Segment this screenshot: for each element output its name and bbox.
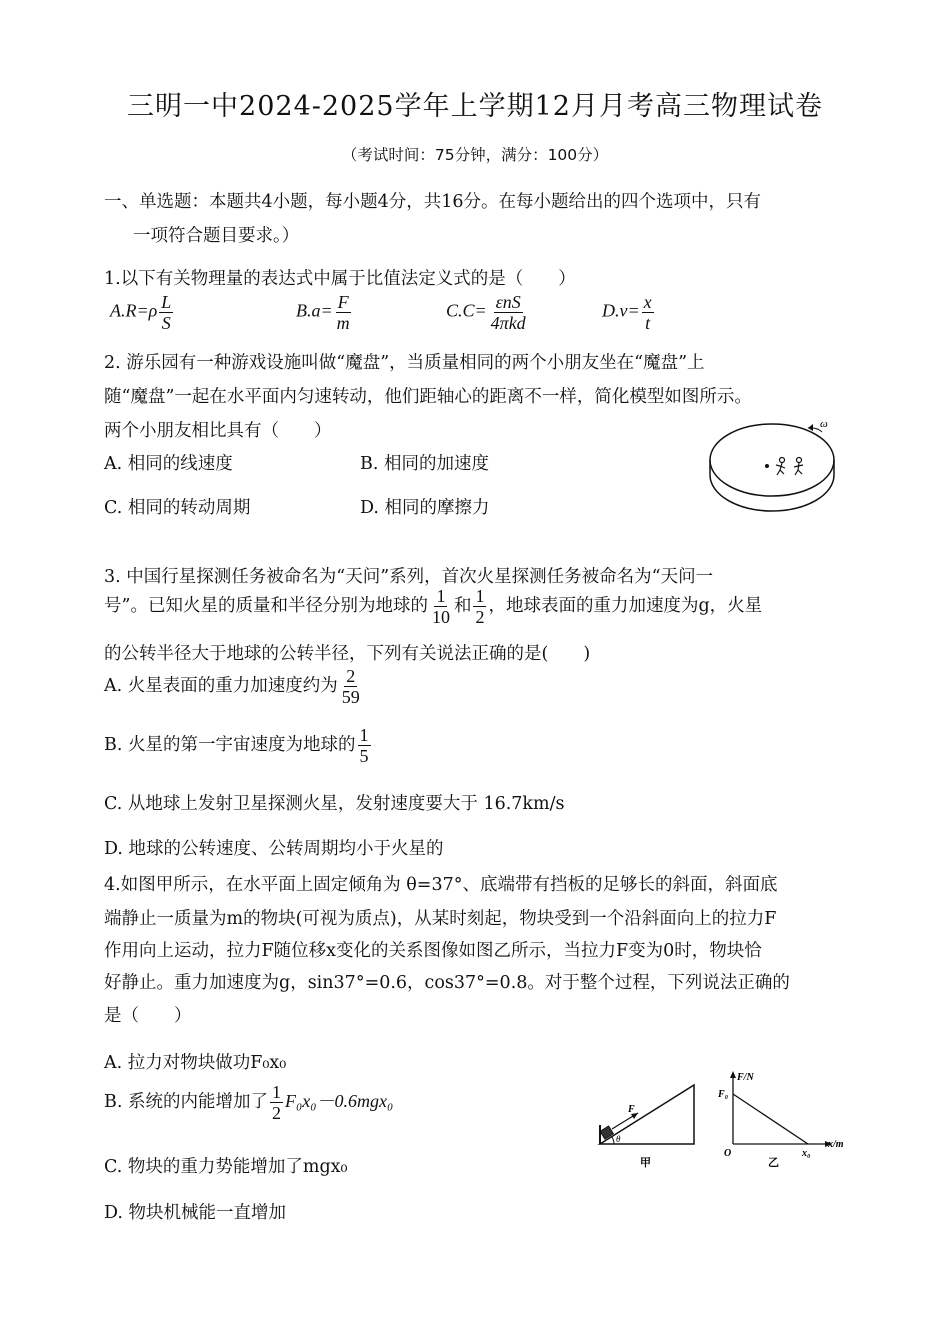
q3-b-num: 1 bbox=[359, 725, 369, 745]
q1-b-num: F bbox=[337, 292, 349, 312]
q3-line1: 3. 中国行星探测任务被命名为“天问”系列，首次火星探测任务被命名为“天问一 bbox=[104, 567, 714, 587]
incline-triangle bbox=[600, 1085, 694, 1144]
q3-a-den: 59 bbox=[341, 687, 360, 707]
q3-frac1-den: 10 bbox=[431, 607, 450, 627]
q3-a-text: A. 火星表面的重力加速度约为 bbox=[104, 676, 338, 696]
q1-a-prefix: A.R=ρ bbox=[110, 300, 158, 321]
page-title: 三明一中2024-2025学年上学期12月月考高三物理试卷 bbox=[127, 91, 823, 122]
q1-option-d bbox=[602, 292, 656, 333]
q1-b-prefix: B.a= bbox=[296, 300, 333, 321]
magic-disc-figure bbox=[700, 410, 850, 520]
q3-line2-c: ，地球表面的重力加速度为g，火星 bbox=[488, 596, 763, 616]
q1-d-num: x bbox=[643, 292, 652, 312]
q4-option-d: D. 物块机械能一直增加 bbox=[104, 1203, 287, 1223]
q4-b-text: B. 系统的内能增加了 bbox=[104, 1092, 268, 1112]
q1-d-prefix: D.v= bbox=[602, 300, 640, 321]
child-figure-1-icon bbox=[776, 458, 785, 476]
q3-option-b bbox=[104, 725, 373, 766]
theta-label: θ bbox=[616, 1134, 621, 1144]
section-intro-line1: 一、单选题：本题共4小题，每小题4分，共16分。在每小题给出的四个选项中，只有 bbox=[104, 192, 762, 212]
q1-c-num: εnS bbox=[495, 292, 521, 312]
q4-line1: 4.如图甲所示，在水平面上固定倾角为 θ=37°、底端带有挡板的足够长的斜面，斜面底 bbox=[104, 875, 778, 895]
f-x-line bbox=[733, 1094, 808, 1144]
q1-c-den: 4πkd bbox=[490, 313, 526, 333]
q2-line2: 随“魔盘”一起在水平面内匀速转动，他们距轴心的距离不一样，简化模型如图所示。 bbox=[104, 387, 752, 407]
section-intro-line2: 一项符合题目要求。） bbox=[133, 226, 300, 246]
omega-label: ω bbox=[820, 418, 828, 430]
q2-option-b: B. 相同的加速度 bbox=[360, 454, 489, 474]
q3-option-c: C. 从地球上发射卫星探测火星，发射速度要大于 16.7km/s bbox=[104, 794, 565, 814]
q1-option-a bbox=[110, 292, 175, 333]
incline-figure bbox=[590, 1080, 705, 1175]
y-axis-arrow-icon bbox=[730, 1071, 736, 1078]
angle-arc bbox=[612, 1137, 614, 1144]
q1-option-b bbox=[296, 292, 354, 333]
y-axis-label: F/N bbox=[737, 1072, 754, 1083]
q3-line2 bbox=[104, 586, 762, 627]
q3-frac1-num: 1 bbox=[436, 586, 446, 606]
q3-frac2-den: 2 bbox=[475, 607, 485, 627]
q2-line1: 2. 游乐园有一种游戏设施叫做“魔盘”，当质量相同的两个小朋友坐在“魔盘”上 bbox=[104, 353, 705, 373]
q3-b-den: 5 bbox=[359, 746, 369, 766]
q4-option-a: A. 拉力对物块做功F₀x₀ bbox=[104, 1053, 287, 1073]
child-figure-2-icon bbox=[794, 458, 803, 476]
q3-line3: 的公转半径大于地球的公转半径，下列有关说法正确的是( ) bbox=[104, 644, 591, 664]
q2-option-a: A. 相同的线速度 bbox=[104, 454, 233, 474]
q2-line3: 两个小朋友相比具有（ ） bbox=[104, 421, 332, 441]
force-displacement-graph bbox=[716, 1068, 850, 1173]
q1-stem: 1.以下有关物理量的表达式中属于比值法定义式的是（ ） bbox=[104, 269, 576, 289]
f0-label: F₀ bbox=[718, 1089, 729, 1100]
q3-line2-a: 号”。已知火星的质量和半径分别为地球的 bbox=[104, 596, 428, 616]
q1-d-den: t bbox=[645, 313, 651, 333]
q1-b-den: m bbox=[336, 313, 350, 333]
q3-line2-b: 和 bbox=[453, 596, 472, 616]
origin-label: O bbox=[724, 1148, 732, 1159]
q3-b-text: B. 火星的第一宇宙速度为地球的 bbox=[104, 735, 356, 755]
q1-a-den: S bbox=[161, 313, 171, 333]
q3-option-a bbox=[104, 666, 364, 707]
force-label: F bbox=[628, 1104, 635, 1115]
arrow-head-icon bbox=[808, 424, 813, 431]
q4-line5: 是（ ） bbox=[104, 1006, 192, 1026]
q4-b-den: 2 bbox=[272, 1103, 281, 1123]
q1-option-c bbox=[446, 292, 530, 333]
q1-a-num: L bbox=[161, 292, 172, 312]
x0-label: x₀ bbox=[802, 1148, 811, 1159]
q1-c-prefix: C.C= bbox=[446, 300, 487, 321]
q4-line2: 端静止一质量为m的物块(可视为质点)，从某时刻起，物块受到一个沿斜面向上的拉力F bbox=[104, 909, 777, 929]
q2-option-c: C. 相同的转动周期 bbox=[104, 498, 251, 518]
q2-option-d: D. 相同的摩擦力 bbox=[360, 498, 490, 518]
x-axis-label: x/m bbox=[828, 1139, 844, 1150]
disc-top-ellipse bbox=[710, 424, 834, 496]
exam-info: （考试时间：75分钟，满分：100分） bbox=[341, 146, 609, 164]
axis-dot bbox=[765, 464, 769, 468]
fig-jia-caption: 甲 bbox=[640, 1156, 651, 1169]
q3-frac2-num: 1 bbox=[475, 586, 485, 606]
q4-b-expr: F₀x₀－0.6mgx₀ bbox=[285, 1091, 394, 1111]
q4-b-num: 1 bbox=[272, 1082, 281, 1102]
q4-option-b bbox=[104, 1082, 393, 1123]
fig-yi-caption: 乙 bbox=[768, 1156, 779, 1169]
q3-option-d: D. 地球的公转速度、公转周期均小于火星的 bbox=[104, 839, 444, 859]
q3-a-num: 2 bbox=[346, 666, 356, 686]
q4-line3: 作用向上运动，拉力F随位移x变化的关系图像如图乙所示，当拉力F变为0时，物块恰 bbox=[104, 941, 762, 961]
q4-option-c: C. 物块的重力势能增加了mgx₀ bbox=[104, 1157, 348, 1177]
q4-line4: 好静止。重力加速度为g，sin37°=0.6，cos37°=0.8。对于整个过程，下列说法正确的 bbox=[104, 973, 790, 993]
